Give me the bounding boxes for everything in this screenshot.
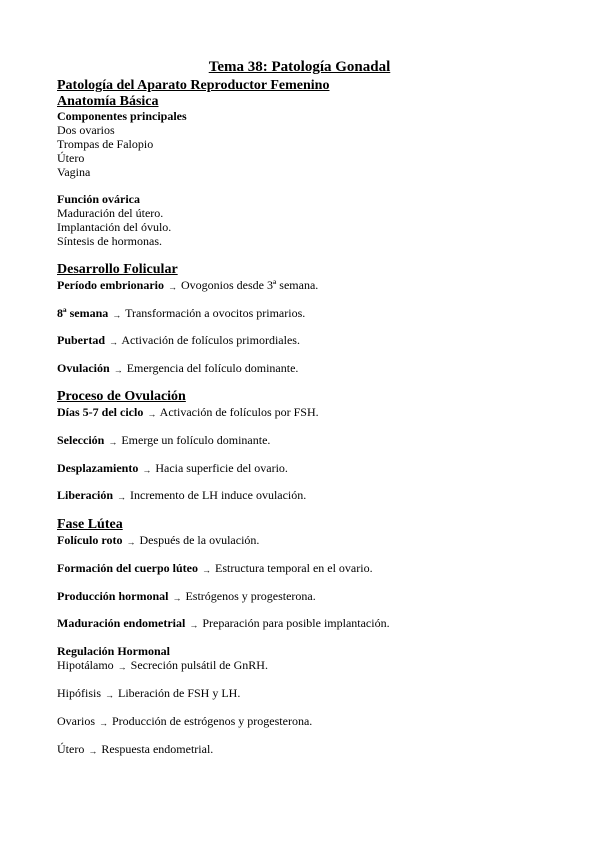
item-term: Folículo roto [57,533,123,547]
list-item [57,714,312,730]
item-text: Secreción pulsátil de GnRH. [130,658,268,672]
function-heading: Función ovárica [57,192,140,206]
list-item [57,433,270,449]
arrow-icon: → [167,282,177,292]
components-heading: Componentes principales [57,109,187,123]
item-text: Incremento de LH induce ovulación. [130,488,307,502]
item-text: Emergencia del folículo dominante. [126,361,299,375]
arrow-icon: → [113,365,123,375]
item-text: Liberación de FSH y LH. [118,686,241,700]
arrow-icon: → [126,537,136,547]
arrow-icon: → [201,565,211,575]
item-text: Activación de folículos por FSH. [159,405,319,419]
arrow-icon: → [88,746,98,756]
list-item [57,533,259,549]
list-item [57,616,390,632]
arrow-icon: → [147,409,157,419]
arrow-icon: → [189,620,199,630]
arrow-icon: → [142,465,152,475]
list-item [57,306,305,322]
arrow-icon: → [109,337,118,347]
function-item: Maduración del útero. [57,206,164,220]
item-text: Preparación para posible implantación. [202,616,390,630]
list-item [57,658,268,674]
item-term: Días 5-7 del ciclo [57,405,144,419]
item-term: Ovulación [57,361,110,375]
list-item [57,686,240,702]
component-item: Útero [57,151,85,165]
arrow-icon: → [108,437,118,447]
section-heading-anatomy: Anatomía Básica [57,94,159,109]
regulation-heading: Regulación Hormonal [57,644,170,658]
component-item: Trompas de Falopio [57,137,154,151]
item-term: Período embrionario [57,278,164,292]
item-term: Maduración endometrial [57,616,186,630]
section-heading-follicular: Desarrollo Folicular [57,262,178,277]
item-text: Estructura temporal en el ovario. [214,561,373,575]
list-item [57,333,300,349]
arrow-icon: → [99,718,108,728]
section-heading-luteal: Fase Lútea [57,517,123,532]
item-text: Ovogonios desde 3ª semana. [180,278,319,292]
arrow-icon: → [172,593,182,603]
list-item [57,405,319,421]
list-item [57,561,373,577]
item-term: Ovarios [57,714,95,728]
item-text: Producción de estrógenos y progesterona. [112,714,313,728]
function-item: Implantación del óvulo. [57,220,172,234]
component-item: Vagina [57,165,91,179]
item-text: Emerge un folículo dominante. [121,433,271,447]
item-term: 8ª semana [57,306,109,320]
item-term: Desplazamiento [57,461,139,475]
list-item [57,461,288,477]
item-text: Estrógenos y progesterona. [185,589,316,603]
list-item [57,589,316,605]
item-text: Transformación a ovocitos primarios. [125,306,306,320]
arrow-icon: → [117,492,126,502]
arrow-icon: → [117,662,127,672]
item-term: Hipotálamo [57,658,114,672]
function-item: Síntesis de hormonas. [57,234,162,248]
item-term: Pubertad [57,333,105,347]
item-text: Hacia superficie del ovario. [155,461,288,475]
item-text: Activación de folículos primordiales. [121,333,300,347]
list-item [57,488,306,504]
item-term: Liberación [57,488,113,502]
list-item [57,742,213,758]
item-text: Respuesta endometrial. [101,742,214,756]
item-term: Hipófisis [57,686,102,700]
section-heading-ovulation: Proceso de Ovulación [57,389,186,404]
item-term: Útero [57,742,85,756]
list-item [57,361,298,377]
item-term: Producción hormonal [57,589,169,603]
section-heading-main: Patología del Aparato Reproductor Femenino [57,78,330,93]
component-item: Dos ovarios [57,123,115,137]
arrow-icon: → [112,310,122,320]
item-text: Después de la ovulación. [139,533,260,547]
item-term: Selección [57,433,105,447]
arrow-icon: → [105,690,115,700]
item-term: Formación del cuerpo lúteo [57,561,198,575]
document-title: Tema 38: Patología Gonadal [208,59,391,75]
list-item [57,278,318,294]
